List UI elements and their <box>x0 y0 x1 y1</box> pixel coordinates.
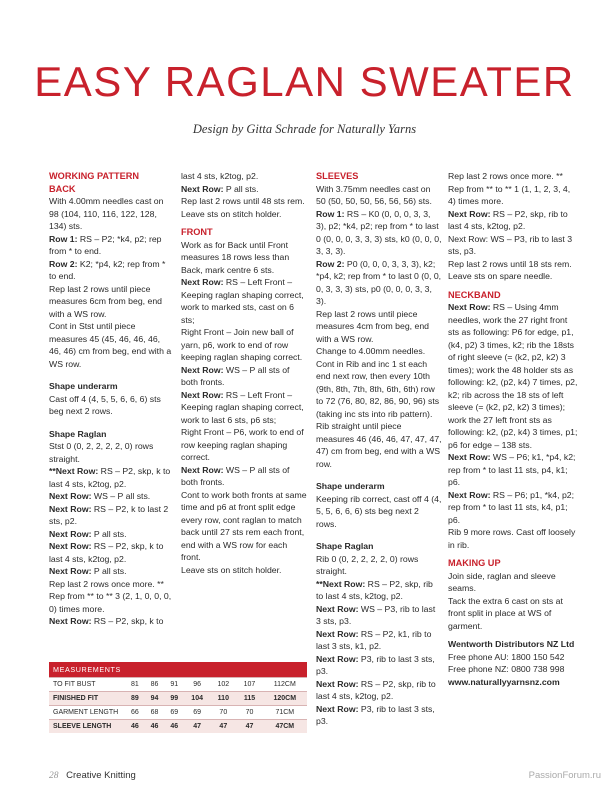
page-number: 28 <box>49 771 59 781</box>
distributor-phone-nz: Free phone NZ: 0800 738 998 <box>448 664 565 674</box>
section-heading-front: FRONT <box>181 227 213 237</box>
subheading-shape-underarm: Shape underarm <box>49 381 118 391</box>
instruction-row: Next Row: RS – Using 4mm needles, work the 27 right front sts as following: P6 for edge, p1, (k4, p2) 3 times, k2; rib the 18sts of right sleeve (= (k2, p2, k2) 3 times); work the 48 holder sts as following: k2, (p2, k4) 7 times, p2, k2; rib across the 18 sts of left sleeve (= (k2, p2, k2) 3 times); work the 27 left front sts as following: k2, (p2, k4) 3 times, p1; p6 for edge – 138 sts. <box>448 302 578 450</box>
table-row: SLEEVE LENGTH 46 46 46 47 47 47 47CM <box>49 720 307 734</box>
section-heading-making-up: MAKING UP <box>448 558 501 568</box>
paragraph: Stst 0 (0, 2, 2, 2, 2, 0) rows straight. <box>49 441 154 464</box>
column-2 <box>181 170 308 576</box>
instruction-row: Next Row: RS – P2, k1, rib to last 3 sts, k1, p2. <box>316 628 432 651</box>
paragraph: Rep last 2 rows once more. ** Rep from ** to ** 1 (1, 1, 2, 3, 4, 4) times more. <box>448 171 571 206</box>
paragraph: Rib 0 (0, 2, 2, 2, 2, 0) rows straight. <box>316 553 419 576</box>
instruction-row: Next Row: P all sts. <box>181 183 259 194</box>
designer-byline: Design by Gitta Schrade for Naturally Yarns <box>192 122 417 136</box>
instruction-row: **Next Row: RS – P2, skp, rib to last 4 sts, k2tog, p2. <box>316 578 433 601</box>
paragraph: Rep last 2 rows until 48 sts rem. Leave sts on stitch holder. <box>181 196 305 219</box>
paragraph: Tack the extra 6 cast on sts at front split in place at WS of garment. <box>448 595 563 631</box>
instruction-row: Next Row: WS – P all sts. <box>49 491 151 501</box>
instruction-row: Next Row: WS – P all sts of both fronts. <box>181 364 290 387</box>
instruction-row: Next Row: P all sts. <box>49 528 127 539</box>
instruction-row: Next Row: RS – P2, skp, rib to last 4 sts, k2tog, p2. <box>448 208 568 231</box>
paragraph: Right Front – Join new ball of yarn, p6, work to end of row keeping raglan shaping correct. <box>181 327 303 362</box>
paragraph: With 4.00mm needles cast on 98 (104, 110, 116, 122, 128, 134) sts. <box>49 196 164 231</box>
distributor-website: www.naturallyyarnsnz.com <box>448 676 560 687</box>
paragraph: Cont to work both fronts at same time and p6 at front split edge every row, cont raglan to match back until 27 sts rem each front, end with a WS row for each front. <box>181 489 307 562</box>
paragraph: Cast off 4 (4, 5, 5, 6, 6, 6) sts beg next 2 rows. <box>49 393 161 416</box>
subheading-shape-raglan: Shape Raglan <box>49 428 107 439</box>
instruction-row: Next Row: WS – P3, rib to last 3 sts, p3. <box>316 603 436 626</box>
instruction-row: Next Row: WS – P all sts of both fronts. <box>181 464 290 487</box>
paragraph: Rep last 2 rows until piece measures 6cm from beg, end with a WS row. <box>49 283 162 319</box>
measurements-table <box>49 662 307 733</box>
page-footer <box>49 770 136 781</box>
instruction-row: Next Row: RS – Left Front – Keeping raglan shaping correct, work to marked sts, cast on 6 sts; <box>181 277 304 325</box>
instruction-row: Next Row: RS – P6; p1, *k4, p2; rep from * to last 11 sts, k4, p1; p6. <box>448 489 575 525</box>
distributor-name: Wentworth Distributors NZ Ltd <box>448 639 575 649</box>
paragraph: Join side, raglan and sleeve seams. <box>448 570 556 593</box>
paragraph: Keeping rib correct, cast off 4 (4, 5, 5, 6, 6, 6) sts beg next 2 rows. <box>316 493 442 529</box>
paragraph: Cont in Stst until piece measures 45 (45, 46, 46, 46, 46, 46) cm from beg, end with a WS row. <box>49 321 172 369</box>
paragraph: Leave sts on stitch holder. <box>181 564 282 575</box>
column-4 <box>448 170 578 688</box>
instruction-row: Row 1: RS – K0 (0, 0, 0, 3, 3, 3), p2; *k4, p2; rep from * to last 0 (0, 0, 0, 3, 3, 3) sts, k0 (0, 0, 0, 3, 3, 3). <box>316 208 442 256</box>
column-1 <box>49 170 174 628</box>
instruction-row: Row 2: P0 (0, 0, 0, 3, 3, 3), k2; *p4, k2; rep from * to last 0 (0, 0, 0, 3, 3, 3) sts, p0 (0, 0, 0, 3, 3, 3). <box>316 258 442 306</box>
section-heading-neckband: NECKBAND <box>448 289 501 300</box>
instruction-row: Next Row: RS – P2, skp, k to <box>49 616 164 626</box>
instruction-row: Row 1: RS – P2; *k4, p2; rep from * to end. <box>49 233 162 256</box>
watermark: PassionForum.ru <box>528 770 601 781</box>
section-heading-back: BACK <box>49 183 76 194</box>
instruction-row: Next Row: RS – P2, skp, k to last 4 sts, k2tog, p2. <box>49 541 164 564</box>
instruction-row: Next Row: P all sts. <box>49 566 127 576</box>
page-title: EASY RAGLAN SWEATER <box>34 58 575 105</box>
instruction-row: **Next Row: RS – P2, skp, k to last 4 sts, k2tog, p2. <box>49 466 171 489</box>
instruction-row: Next Row: WS – P6; k1, *p4, k2; rep from * to last 11 sts, p4, k1; p6. <box>448 452 576 487</box>
distributor-phone-au: Free phone AU: 1800 150 542 <box>448 651 565 662</box>
instruction-row: Next Row: P3, rib to last 3 sts, p3. <box>316 653 435 676</box>
instruction-row: Next Row: P3, rib to last 3 sts, p3. <box>316 703 435 726</box>
instruction-row: Next Row: RS – P2, k to last 2 sts, p2. <box>49 503 169 526</box>
instruction-row: Next Row: RS – Left Front – Keeping raglan shaping correct, work to last 6 sts, p6 sts; <box>181 389 304 425</box>
instruction-row: Next Row: RS – P2, skp, rib to last 4 sts, k2tog, p2. <box>316 678 436 701</box>
table-row: FINISHED FIT 89 94 99 104 110 115 120CM <box>49 692 307 706</box>
subheading-shape-underarm: Shape underarm <box>316 481 385 491</box>
section-heading-sleeves: SLEEVES <box>316 171 359 181</box>
paragraph: Rep last 2 rows once more. ** Rep from ** to ** 3 (2, 1, 0, 0, 0, 0) times more. <box>49 578 172 614</box>
section-heading-working-pattern: WORKING PATTERN <box>49 171 139 181</box>
column-3 <box>316 170 442 728</box>
paragraph: Change to 4.00mm needles. Cont in Rib and inc 1 st each end next row, then every 10th (9th, 8th, 7th, 8th, 6th, 6th) row to 72 (76, 80, 82, 86, 90, 96) sts (taking inc sts into rib pattern). Rib straight until piece measures 46 (46, 46, 47, 47, 47, 47) cm from beg, end with a WS row. <box>316 346 442 469</box>
paragraph: With 3.75mm needles cast on 50 (50, 50, 50, 56, 56, 56) sts. <box>316 183 432 206</box>
magazine-name: Creative Knitting <box>66 770 136 781</box>
instruction-row: Row 2: K2; *p4, k2; rep from * to end. <box>49 258 166 281</box>
table-row: GARMENT LENGTH 66 68 69 69 70 70 71CM <box>49 706 307 720</box>
paragraph: last 4 sts, k2tog, p2. <box>181 171 259 181</box>
paragraph: Rep last 2 rows until piece measures 4cm from beg, end with a WS row. <box>316 308 429 344</box>
paragraph: Next Row: WS – P3, rib to last 3 sts, p3. <box>448 233 573 256</box>
paragraph: Rib 9 more rows. Cast off loosely in rib. <box>448 527 576 550</box>
measurements-header: MEASUREMENTS <box>49 662 307 678</box>
table-row: TO FIT BUST 81 86 91 96 102 107 112CM <box>49 678 307 692</box>
subheading-shape-raglan: Shape Raglan <box>316 541 374 551</box>
paragraph: Right Front – P6, work to end of row keeping raglan shaping correct. <box>181 427 304 462</box>
paragraph: Work as for Back until Front measures 18 rows less than Back, mark centre 6 sts. <box>181 239 290 275</box>
paragraph: Rep last 2 rows until 18 sts rem. Leave sts on spare needle. <box>448 258 572 281</box>
